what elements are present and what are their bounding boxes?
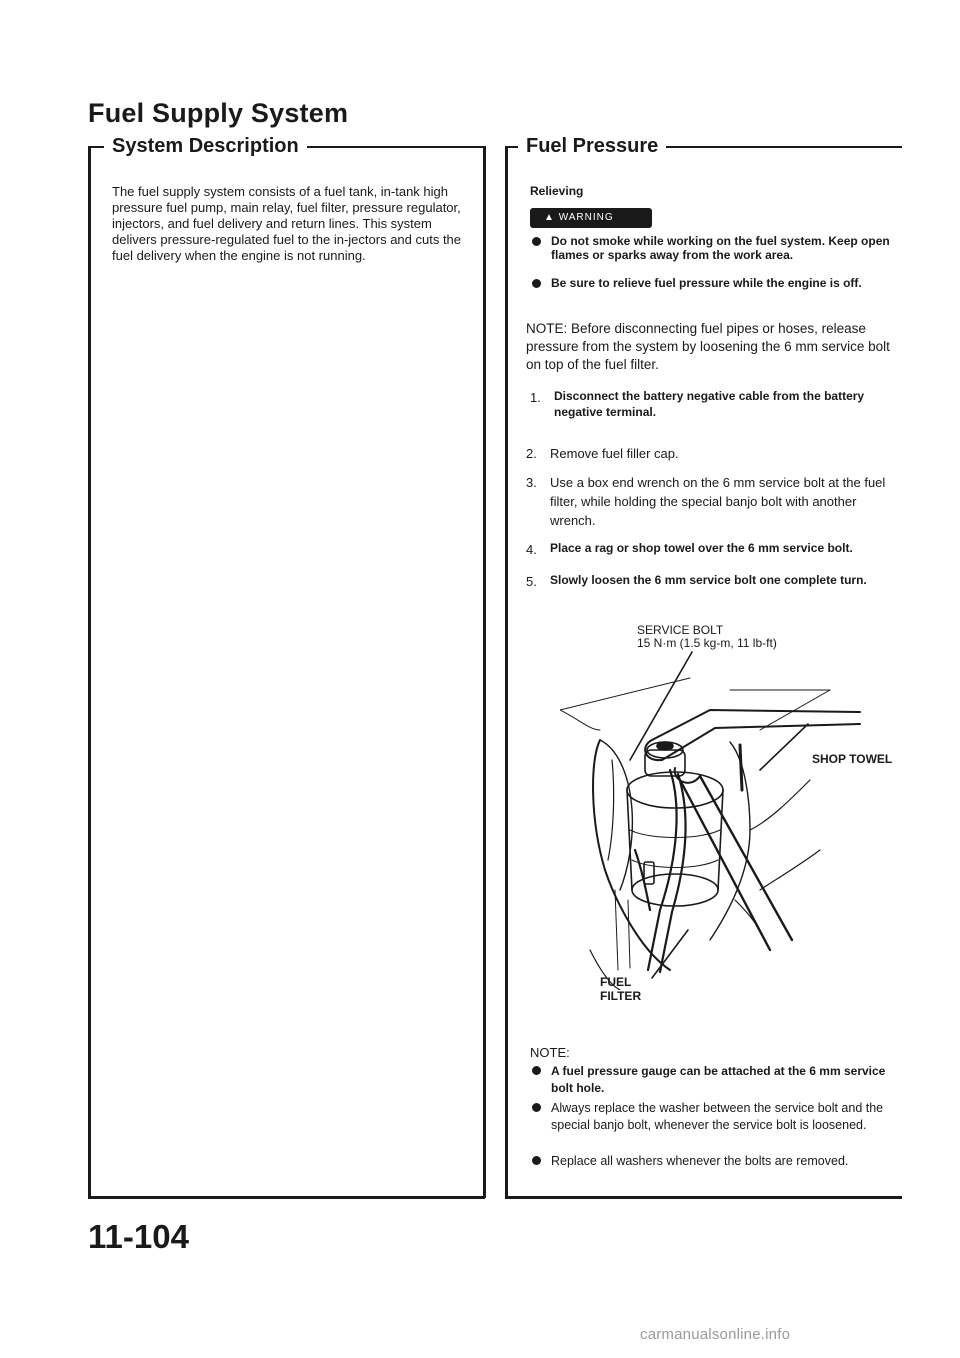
step-item — [526, 572, 892, 591]
bullet-icon — [532, 1066, 541, 1075]
step-item — [526, 473, 892, 530]
note-item — [532, 1153, 894, 1170]
step-text: Slowly loosen the 6 mm service bolt one complete turn. — [550, 573, 867, 587]
step-text: Use a box end wrench on the 6 mm service bolt at the fuel filter, while holding the special banjo bolt with another wrench. — [550, 475, 886, 528]
warning-item — [532, 234, 894, 262]
service-bolt-label: SERVICE BOLT — [637, 623, 724, 637]
bullet-icon — [532, 1103, 541, 1112]
step-text: Disconnect the battery negative cable from the battery negative terminal. — [554, 389, 865, 419]
system-description-text: The fuel supply system consists of a fuel tank, in-tank high pressure fuel pump, main relay, fuel filter, pressure regulator, injectors, and fuel delivery and return lines. This system delivers pressure-regulated fuel to the in-jectors and cuts the fuel delivery when the engine is not running. — [112, 184, 462, 263]
step-item — [526, 444, 892, 463]
fuel-filter-illustration — [560, 650, 880, 990]
note-text: Always replace the washer between the service bolt and the special banjo bolt, whenever the service bolt is loosened. — [551, 1101, 884, 1132]
right-frame-border — [505, 146, 508, 1198]
step-text: Remove fuel filler cap. — [550, 446, 679, 461]
notes-heading: NOTE: — [530, 1045, 570, 1060]
warning-badge — [530, 208, 652, 228]
note-item — [532, 1100, 894, 1134]
left-frame-border — [88, 146, 91, 1198]
warning-label: WARNING — [558, 212, 614, 223]
step-number: 3. — [526, 475, 537, 490]
step-item — [526, 540, 892, 559]
right-frame-bottom — [505, 1196, 902, 1199]
note-text: Replace all washers whenever the bolts are removed. — [551, 1154, 849, 1168]
bullet-icon — [532, 237, 541, 246]
system-description-heading: System Description — [104, 135, 307, 157]
fuel-pressure-heading: Fuel Pressure — [518, 135, 666, 157]
page-number: 11-104 — [88, 1218, 189, 1255]
left-frame-bottom — [88, 1196, 485, 1199]
note-item — [532, 1063, 894, 1097]
step-number: 5. — [526, 574, 537, 589]
warning-text: Do not smoke while working on the fuel system. Keep open flames or sparks away from the work area. — [551, 234, 890, 262]
shop-towel-label: SHOP TOWEL — [812, 752, 893, 766]
service-bolt-torque: 15 N·m (1.5 kg-m, 11 lb-ft) — [637, 636, 777, 650]
step-text: Place a rag or shop towel over the 6 mm service bolt. — [550, 541, 853, 555]
step-number: 2. — [526, 446, 537, 461]
warning-text: Be sure to relieve fuel pressure while the engine is off. — [551, 276, 862, 290]
warning-triangle-icon: ▲ — [544, 212, 559, 223]
page-title: Fuel Supply System — [88, 98, 349, 128]
left-frame-right — [483, 146, 486, 1198]
fuel-filter-label: FUEL FILTER — [600, 975, 642, 1003]
step-number: 4. — [526, 542, 537, 557]
step-item — [530, 388, 892, 420]
step-number: 1. — [530, 390, 541, 405]
note-intro: NOTE: Before disconnecting fuel pipes or hoses, release pressure from the system by loosening the 6 mm service bolt on top of the fuel filter. — [526, 321, 890, 372]
relieving-subheading: Relieving — [530, 184, 584, 198]
warning-item — [532, 276, 894, 290]
footer-watermark: carmanualsonline.info — [640, 1326, 791, 1343]
bullet-icon — [532, 279, 541, 288]
bullet-icon — [532, 1156, 541, 1165]
note-text: A fuel pressure gauge can be attached at the 6 mm service bolt hole. — [551, 1064, 886, 1095]
